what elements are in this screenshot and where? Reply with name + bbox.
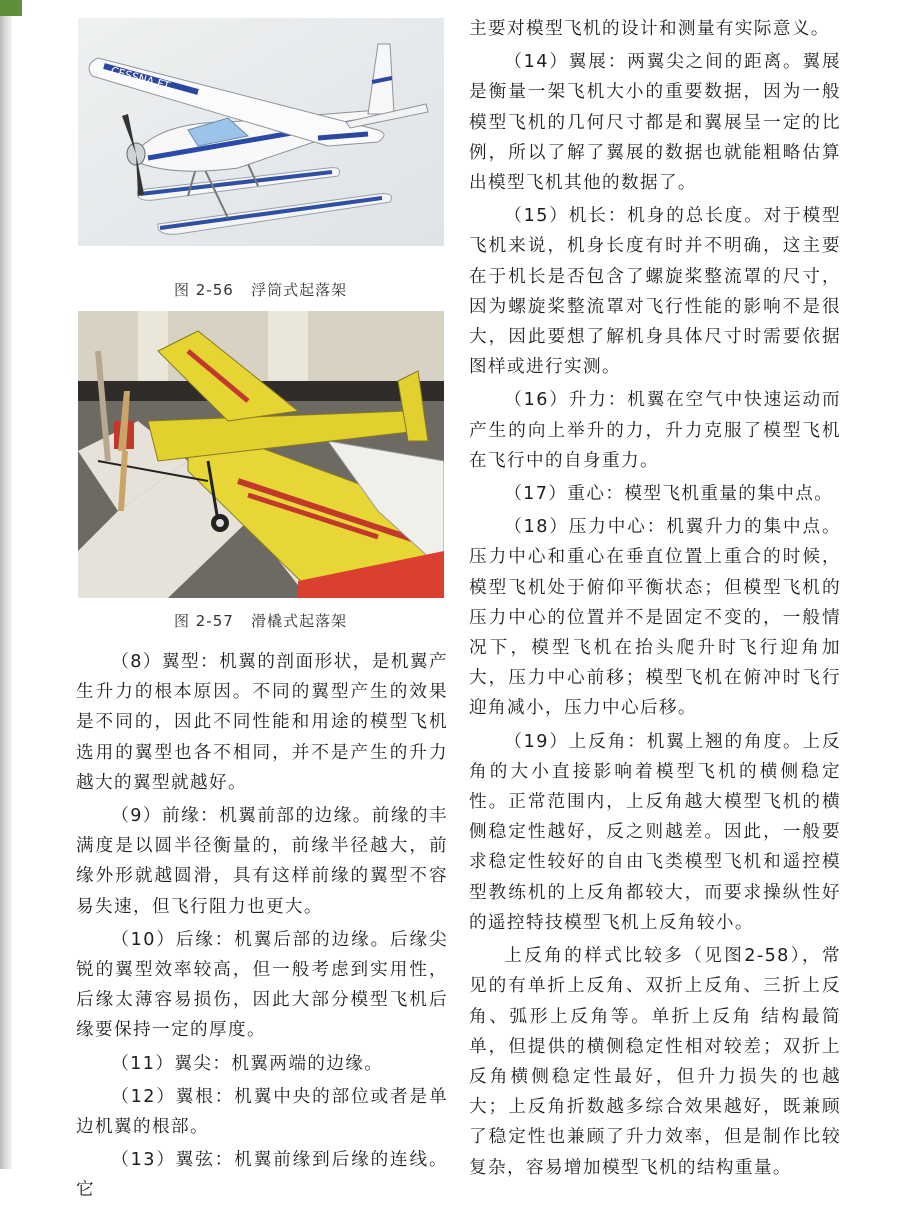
paragraph-lift: （16）升力：机翼在空气中快速运动而产生的向上举升的力，升力克服了模型飞机在飞行中的自身重力。 [469, 390, 841, 471]
figure-skid-landing-gear-photo [78, 311, 444, 598]
page-binding-edge [0, 0, 12, 1169]
paragraph-chord-continuation: 主要对模型飞机的设计和测量有实际意义。 [469, 19, 830, 39]
svg-text:CESSNA FT: CESSNA FT [109, 64, 172, 93]
float-plane-illustration [78, 18, 444, 246]
figure-caption-2-57: 图 2-57 滑橇式起落架 [174, 612, 348, 630]
paragraph-chord: （13）翼弦：机翼前缘到后缘的连线。它 [76, 1150, 448, 1201]
paragraph-leading-edge: （9）前缘：机翼前部的边缘。前缘的丰满度是以圆半径衡量的，前缘半径越大，前缘外形就越圆滑，具有这样前缘的翼型不容易失速，但飞行阻力也更大。 [76, 806, 448, 917]
paragraph-wingspan: （14）翼展：两翼尖之间的距离。翼展是衡量一架飞机大小的重要数据，因为一般模型飞机的几何尺寸都是和翼展呈一定的比例，所以了解了翼展的数据也就能粗略估算出模型飞机其他的数据了。 [469, 52, 841, 194]
paragraph-airfoil: （8）翼型：机翼的剖面形状，是机翼产生升力的根本原因。不同的翼型产生的效果是不同的，因此不同性能和用途的模型飞机选用的翼型也各不相同，并不是产生的升力越大的翼型就越好。 [76, 652, 448, 793]
paragraph-dihedral-styles: 上反角的样式比较多（见图2-58），常见的有单折上反角、双折上反角、三折上反角、弧形上反角等。单折上反角 结构最简单，但提供的横侧稳定性相对较差；双折上反角横侧稳定性最好，但升力损失的也越大；上反角折数越多综合效果越好，既兼顾了稳定性也兼顾了升力效率，但是制作比较复杂，容易增加模型飞机的结构重量。 [469, 946, 841, 1178]
right-text-column [469, 14, 841, 1183]
figure-float-landing-gear-photo [78, 18, 444, 246]
figure-caption-2-56: 图 2-56 浮筒式起落架 [174, 281, 348, 299]
paragraph-trailing-edge: （10）后缘：机翼后部的边缘。后缘尖锐的翼型效率较高，但一般考虑到实用性，后缘太薄容易损伤，因此大部分模型飞机后缘要保持一定的厚度。 [76, 929, 448, 1041]
paragraph-center-of-pressure: （18）压力中心：机翼升力的集中点。压力中心和重心在垂直位置上重合的时候，模型飞机处于俯仰平衡状态；但模型飞机的压力中心的位置并不是固定不变的，一般情况下，模型飞机在抬头爬升时飞行迎角加大，压力中心前移；模型飞机在俯冲时飞行迎角减小，压力中心后移。 [469, 517, 841, 719]
paragraph-fuselage-length: （15）机长：机身的总长度。对于模型飞机来说，机身长度有时并不明确，这主要在于机长是否包含了螺旋桨整流罩的尺寸，因为螺旋桨整流罩对飞行性能的影响不是很大，因此要想了解机身具体尺寸时需要依据图样或进行实测。 [469, 206, 841, 378]
paragraph-wing-tip: （11）翼尖：机翼两端的边缘。 [111, 1053, 384, 1074]
paragraph-wing-root: （12）翼根：机翼中央的部位或者是单边机翼的根部。 [76, 1086, 448, 1138]
yellow-plane-illustration [78, 311, 444, 598]
paragraph-center-of-gravity: （17）重心：模型飞机重量的集中点。 [504, 484, 834, 505]
left-text-column [76, 647, 448, 1206]
corner-tab [0, 0, 22, 16]
paragraph-dihedral: （19）上反角：机翼上翘的角度。上反角的大小直接影响着模型飞机的横侧稳定性。正常范围内，上反角越大模型飞机的横侧稳定性越好，反之则越差。因此，一般要求稳定性较好的自由飞类模型飞机和遥控模型教练机的上反角都较大，而要求操纵性好的遥控特技模型飞机上反角较小。 [469, 731, 841, 933]
